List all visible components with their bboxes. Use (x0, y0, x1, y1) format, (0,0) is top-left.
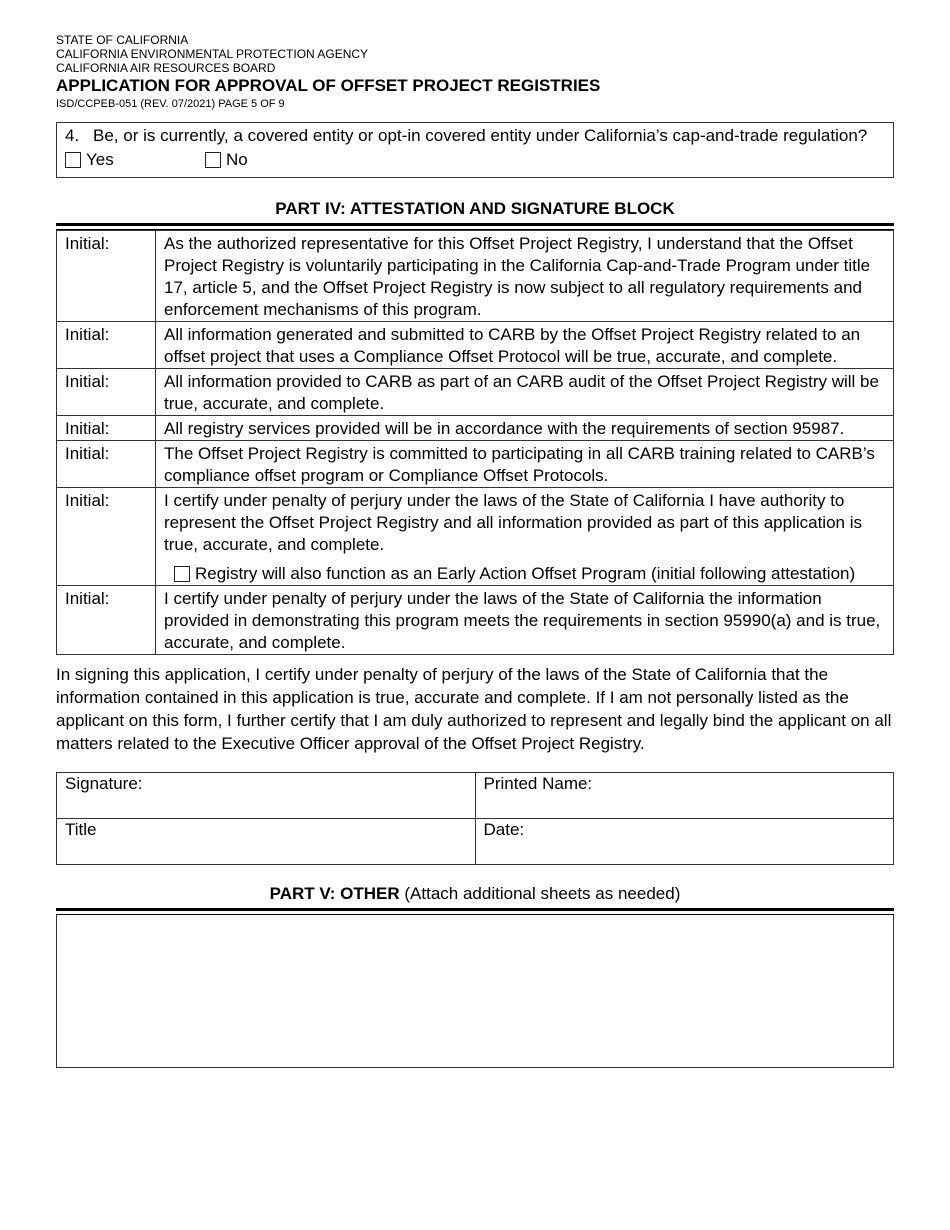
other-notes-area[interactable] (56, 915, 894, 1068)
no-option[interactable] (205, 149, 248, 170)
attestation-row (57, 231, 894, 322)
attestation-text: I certify under penalty of perjury under the laws of the State of California I have authority to represent the Offset Project Registry and all information provided as part of this application is true, accurate, and complete. (164, 491, 862, 554)
title-field[interactable]: Title (57, 819, 476, 865)
header-agency: CALIFORNIA ENVIRONMENTAL PROTECTION AGENCY (56, 47, 369, 61)
signature-field[interactable]: Signature: (57, 773, 476, 819)
initial-field[interactable]: Initial: (57, 488, 156, 586)
initial-field[interactable]: Initial: (57, 586, 156, 655)
certification-statement: In signing this application, I certify under penalty of perjury of the laws of the State of California that the information contained in this application is true, accurate and complete. If I am not personally listed as the applicant on this form, I further certify that I am duly authorized to represent and legally bind the applicant on all matters related to the Executive Officer approval of the Offset Project Registry. (56, 665, 892, 753)
question-4-box (56, 122, 894, 178)
form-page (56, 33, 894, 1068)
section-rule (56, 223, 894, 230)
attestation-row (57, 416, 894, 441)
attestation-row (57, 322, 894, 369)
question-number: 4. (65, 126, 80, 145)
question-options (65, 149, 885, 170)
attestation-text: I certify under penalty of perjury under the laws of the State of California the information provided in demonstrating this program meets the requirements in section 95990(a) and is true, accurate, and complete. (156, 586, 894, 655)
attestation-row (57, 441, 894, 488)
yes-checkbox[interactable] (65, 152, 81, 168)
attestation-row (57, 488, 894, 586)
part-v-title: PART V: OTHER (269, 884, 400, 903)
header-board: CALIFORNIA AIR RESOURCES BOARD (56, 61, 276, 75)
page-title: APPLICATION FOR APPROVAL OF OFFSET PROJECT REGISTRIES (56, 76, 601, 95)
attestation-text: The Offset Project Registry is committed to participating in all CARB training related to CARB’s compliance offset program or Compliance Offset Protocols. (156, 441, 894, 488)
attestation-text: All information generated and submitted to CARB by the Offset Project Registry related to an offset project that uses a Compliance Offset Protocol will be true, accurate, and complete. (156, 322, 894, 369)
initial-field[interactable]: Initial: (57, 322, 156, 369)
header-state: STATE OF CALIFORNIA (56, 33, 189, 47)
printed-name-field[interactable]: Printed Name: (475, 773, 894, 819)
early-action-option[interactable] (174, 563, 885, 585)
signature-table (56, 772, 894, 865)
initial-field[interactable]: Initial: (57, 369, 156, 416)
attestation-table (56, 230, 894, 655)
attestation-text: As the authorized representative for this Offset Project Registry, I understand that the Offset Project Registry is voluntarily participating in the California Cap-and-Trade Program under title 17, article 5, and the Offset Project Registry is now subject to all regulatory requirements and enforcement mechanisms of this program. (156, 231, 894, 322)
attestation-cell (156, 488, 894, 586)
part-v-heading (56, 884, 894, 904)
form-number: ISD/CCPEB-051 (REV. 07/2021) PAGE 5 OF 9 (56, 98, 285, 110)
no-checkbox[interactable] (205, 152, 221, 168)
question-text: Be, or is currently, a covered entity or opt-in covered entity under California’s cap-and-trade regulation? (93, 126, 868, 145)
yes-label: Yes (86, 150, 114, 169)
attestation-text: All information provided to CARB as part of an CARB audit of the Offset Project Registry will be true, accurate, and complete. (156, 369, 894, 416)
part-v-note: (Attach additional sheets as needed) (404, 884, 681, 903)
attestation-row (57, 369, 894, 416)
attestation-text: All registry services provided will be in accordance with the requirements of section 95987. (156, 416, 894, 441)
early-action-label: Registry will also function as an Early Action Offset Program (initial following attestation) (195, 564, 856, 583)
initial-field[interactable]: Initial: (57, 441, 156, 488)
part-iv-heading: PART IV: ATTESTATION AND SIGNATURE BLOCK (275, 199, 675, 218)
initial-field[interactable]: Initial: (57, 231, 156, 322)
no-label: No (226, 150, 248, 169)
initial-field[interactable]: Initial: (57, 416, 156, 441)
early-action-checkbox[interactable] (174, 566, 190, 582)
yes-option[interactable] (65, 149, 205, 170)
attestation-row (57, 586, 894, 655)
date-field[interactable]: Date: (475, 819, 894, 865)
section-rule (56, 908, 894, 915)
